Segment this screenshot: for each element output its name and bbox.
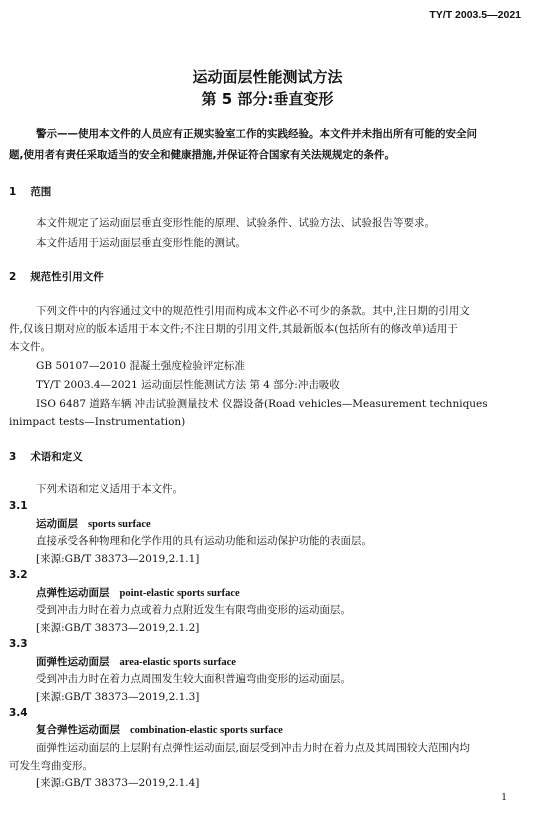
term-en: point-elastic sports surface [119, 588, 240, 599]
term-zh: 复合弹性运动面层 [36, 724, 120, 736]
standard-number: TY/T 2003.5—2021 [429, 9, 521, 21]
term-heading [36, 655, 236, 670]
document-subtitle: 第 5 部分:垂直变形 [201, 90, 334, 108]
section-3-number: 3 [9, 451, 17, 463]
section-3-title: 术语和定义 [30, 451, 83, 463]
term-heading [36, 586, 240, 601]
term-definition: 受到冲击力时在着力点或着力点附近发生有限弯曲变形的运动面层。 [36, 604, 351, 616]
term-definition: 直接承受各种物理和化学作用的具有运动功能和运动保护功能的表面层。 [36, 535, 372, 547]
section-1-paragraph-1: 本文件规定了运动面层垂直变形性能的原理、试验条件、试验方法、试验报告等要求。 [36, 217, 435, 229]
warning-line-1: 警示——使用本文件的人员应有正规实验室工作的实践经验。本文件并未指出所有可能的安全问 [36, 128, 477, 140]
term-heading [36, 723, 283, 738]
reference-gb-50107: GB 50107—2010 混凝土强度检验评定标准 [36, 360, 245, 372]
term-number: 3.4 [9, 707, 28, 719]
page-number: 1 [501, 793, 507, 803]
section-3-intro: 下列术语和定义适用于本文件。 [36, 483, 183, 495]
section-1-number: 1 [9, 186, 17, 198]
term-zh: 运动面层 [36, 518, 78, 530]
term-source: [来源:GB/T 38373—2019,2.1.2] [36, 622, 200, 634]
reference-iso-6487-line-1: ISO 6487 道路车辆 冲击试验测量技术 仪器设备(Road vehicles—Measurement techniques [36, 398, 488, 410]
section-2-heading [9, 270, 104, 284]
term-number: 3.2 [9, 569, 28, 581]
term-en: area-elastic sports surface [119, 657, 236, 668]
term-zh: 点弹性运动面层 [36, 587, 110, 599]
term-en: sports surface [88, 519, 151, 530]
term-en: combination-elastic sports surface [130, 725, 283, 736]
document-title: 运动面层性能测试方法 [192, 68, 343, 86]
section-2-number: 2 [9, 271, 17, 283]
section-2-title: 规范性引用文件 [30, 271, 104, 283]
term-source: [来源:GB/T 38373—2019,2.1.3] [36, 691, 200, 703]
reference-iso-6487-line-2: inimpact tests—Instrumentation) [9, 416, 186, 428]
section-2-paragraph-line-2: 件,仅该日期对应的版本适用于本文件;不注日期的引用文件,其最新版本(包括所有的修改单)适用于 [9, 323, 458, 335]
section-3-heading [9, 450, 83, 464]
reference-ty-t-2003-4: TY/T 2003.4—2021 运动面层性能测试方法 第 4 部分:冲击吸收 [36, 379, 340, 391]
section-1-heading [9, 185, 51, 199]
section-2-paragraph-line-3: 本文件。 [9, 341, 51, 353]
term-source: [来源:GB/T 38373—2019,2.1.1] [36, 553, 200, 565]
term-number: 3.1 [9, 500, 28, 512]
section-1-paragraph-2: 本文件适用于运动面层垂直变形性能的测试。 [36, 237, 246, 249]
term-zh: 面弹性运动面层 [36, 656, 110, 668]
term-definition-line-2: 可发生弯曲变形。 [9, 760, 93, 772]
term-definition-line-1: 面弹性运动面层的上层附有点弹性运动面层,面层受到冲击力时在着力点及其周围较大范围内均 [36, 742, 470, 754]
section-2-paragraph-line-1: 下列文件中的内容通过文中的规范性引用而构成本文件必不可少的条款。其中,注日期的引用文 [36, 305, 470, 317]
term-source: [来源:GB/T 38373—2019,2.1.4] [36, 777, 200, 789]
warning-line-2: 题,使用者有责任采取适当的安全和健康措施,并保证符合国家有关法规规定的条件。 [9, 149, 395, 161]
term-heading [36, 517, 151, 532]
term-number: 3.3 [9, 638, 28, 650]
section-1-title: 范围 [30, 186, 52, 198]
term-definition: 受到冲击力时在着力点周围发生较大面积普遍弯曲变形的运动面层。 [36, 673, 351, 685]
